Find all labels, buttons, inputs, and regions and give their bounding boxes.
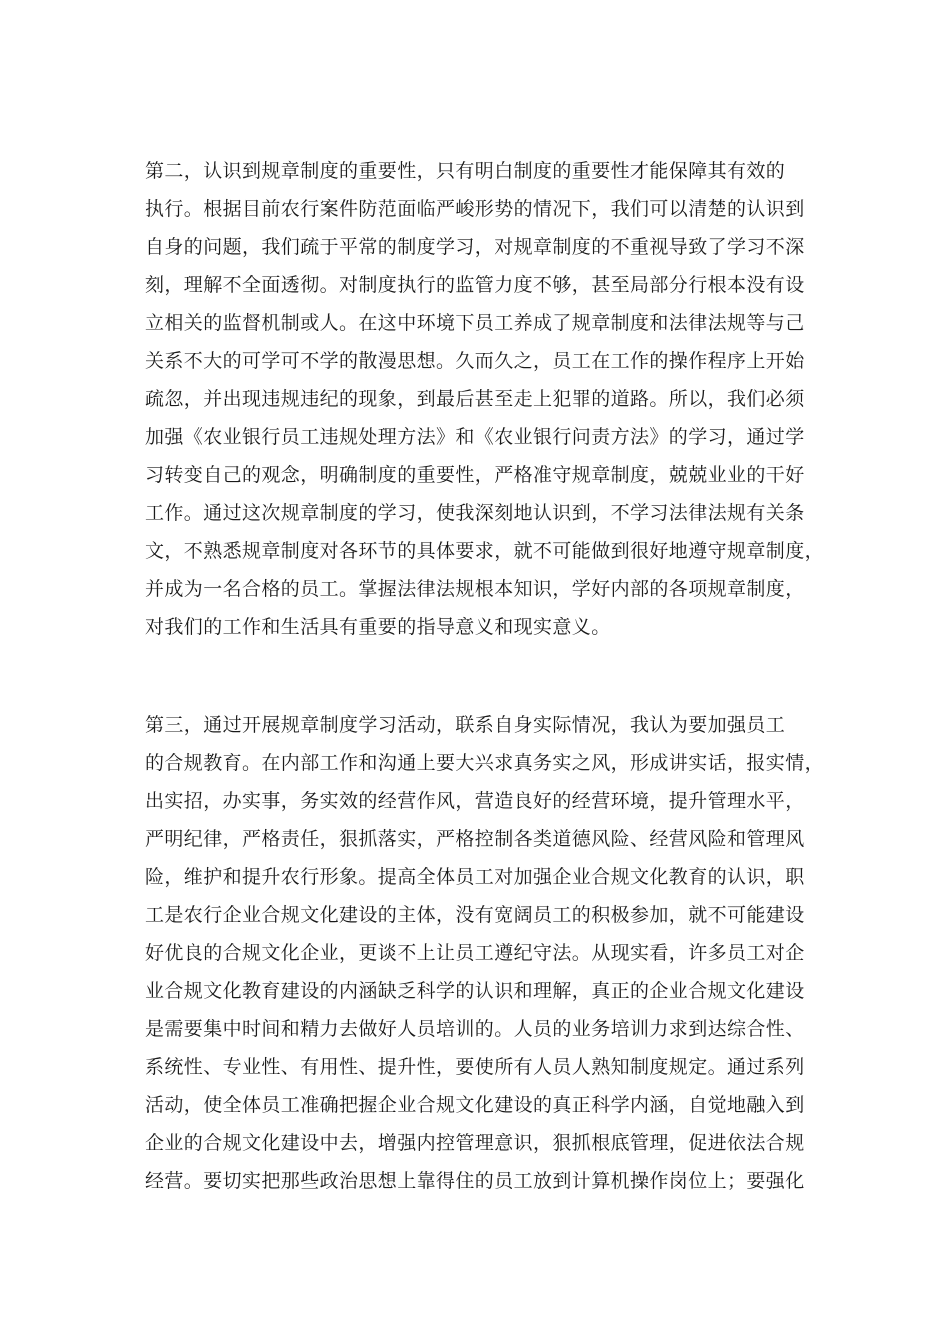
- text-line: 好优良的合规文化企业，更谈不上让员工遵纪守法。从现实看，许多员工对企: [145, 942, 805, 964]
- text-line: 活动，使全体员工准确把握企业合规文化建设的真正科学内涵，自觉地融入到: [145, 1094, 805, 1116]
- text-line: 经营。要切实把那些政治思想上靠得住的员工放到计算机操作岗位上；要强化: [145, 1170, 805, 1192]
- text-line: 工作。通过这次规章制度的学习，使我深刻地认识到，不学习法律法规有关条: [145, 502, 805, 524]
- paragraph-second: [145, 152, 825, 646]
- text-line: 第二，认识到规章制度的重要性，只有明白制度的重要性才能保障其有效的: [145, 160, 786, 182]
- text-line: 加强《农业银行员工违规处理方法》和《农业银行问责方法》的学习，通过学: [145, 426, 805, 448]
- text-line: 对我们的工作和生活具有重要的指导意义和现实意义。: [145, 616, 611, 638]
- text-line: 自身的问题，我们疏于平常的制度学习，对规章制度的不重视导致了学习不深: [145, 236, 805, 258]
- text-line: 出实招，办实事，务实效的经营作风，营造良好的经营环境，提升管理水平，: [145, 790, 805, 812]
- text-line: 险，维护和提升农行形象。提高全体员工对加强企业合规文化教育的认识，职: [145, 866, 805, 888]
- text-line: 习转变自己的观念，明确制度的重要性，严格准守规章制度，兢兢业业的干好: [145, 464, 805, 486]
- text-line: 并成为一名合格的员工。掌握法律法规根本知识，学好内部的各项规章制度，: [145, 578, 805, 600]
- paragraph-third: [145, 706, 825, 1200]
- text-line: 企业的合规文化建设中去，增强内控管理意识，狠抓根底管理，促进依法合规: [145, 1132, 805, 1154]
- text-line: 文，不熟悉规章制度对各环节的具体要求，就不可能做到很好地遵守规章制度，: [145, 540, 825, 562]
- text-line: 执行。根据目前农行案件防范面临严峻形势的情况下，我们可以清楚的认识到: [145, 198, 805, 220]
- text-line: 业合规文化教育建设的内涵缺乏科学的认识和理解，真正的企业合规文化建设: [145, 980, 805, 1002]
- text-line: 疏忽，并出现违规违纪的现象，到最后甚至走上犯罪的道路。所以，我们必须: [145, 388, 805, 410]
- text-line: 的合规教育。在内部工作和沟通上要大兴求真务实之风，形成讲实话，报实情，: [145, 752, 825, 774]
- text-line: 是需要集中时间和精力去做好人员培训的。人员的业务培训力求到达综合性、: [145, 1018, 805, 1040]
- text-line: 立相关的监督机制或人。在这中环境下员工养成了规章制度和法律法规等与己: [145, 312, 805, 334]
- text-line: 第三，通过开展规章制度学习活动，联系自身实际情况，我认为要加强员工: [145, 714, 786, 736]
- text-line: 关系不大的可学可不学的散漫思想。久而久之，员工在工作的操作程序上开始: [145, 350, 805, 372]
- text-line: 刻，理解不全面透彻。对制度执行的监管力度不够，甚至局部分行根本没有设: [145, 274, 805, 296]
- text-line: 系统性、专业性、有用性、提升性，要使所有人员人熟知制度规定。通过系列: [145, 1056, 805, 1078]
- text-line: 严明纪律，严格责任，狠抓落实，严格控制各类道德风险、经营风险和管理风: [145, 828, 805, 850]
- text-line: 工是农行企业合规文化建设的主体，没有宽阔员工的积极参加，就不可能建设: [145, 904, 805, 926]
